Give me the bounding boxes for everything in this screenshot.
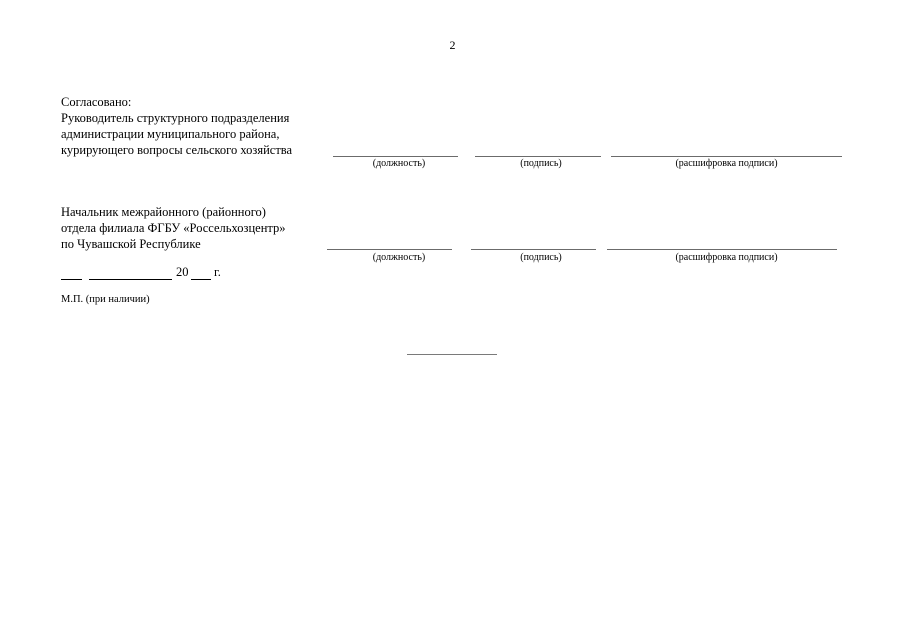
approval-decoding-line: [611, 156, 842, 157]
approval-position-caption: (должность): [372, 158, 426, 169]
date-year-prefix: 20: [176, 265, 189, 279]
chief-signature-line: [471, 249, 596, 250]
approval-decoding-caption: (расшифровка подписи): [675, 158, 778, 169]
date-month-blank: [89, 279, 172, 280]
date-day-blank: [61, 279, 82, 280]
seal-note: М.П. (при наличии): [61, 294, 150, 305]
date-year-blank: [191, 279, 211, 280]
chief-line-1: Начальник межрайонного (районного): [61, 205, 266, 219]
chief-line-3: по Чувашской Республике: [61, 237, 201, 251]
approval-heading: Согласовано:: [61, 95, 132, 109]
chief-line-2: отдела филиала ФГБУ «Россельхозцентр»: [61, 221, 286, 235]
approval-line-2: администрации муниципального района,: [61, 127, 280, 141]
end-separator: [407, 354, 497, 355]
approval-line-3: курирующего вопросы сельского хозяйства: [61, 143, 293, 157]
approval-signature-caption: (подпись): [520, 158, 562, 169]
chief-decoding-line: [607, 249, 837, 250]
chief-position-caption: (должность): [372, 252, 426, 263]
approval-position-line: [333, 156, 458, 157]
approval-line-1: Руководитель структурного подразделения: [61, 111, 290, 125]
approval-signature-line: [475, 156, 601, 157]
date-suffix: г.: [214, 265, 221, 279]
page-number: 2: [449, 38, 456, 52]
chief-decoding-caption: (расшифровка подписи): [675, 252, 778, 263]
chief-signature-caption: (подпись): [520, 252, 562, 263]
chief-position-line: [327, 249, 452, 250]
